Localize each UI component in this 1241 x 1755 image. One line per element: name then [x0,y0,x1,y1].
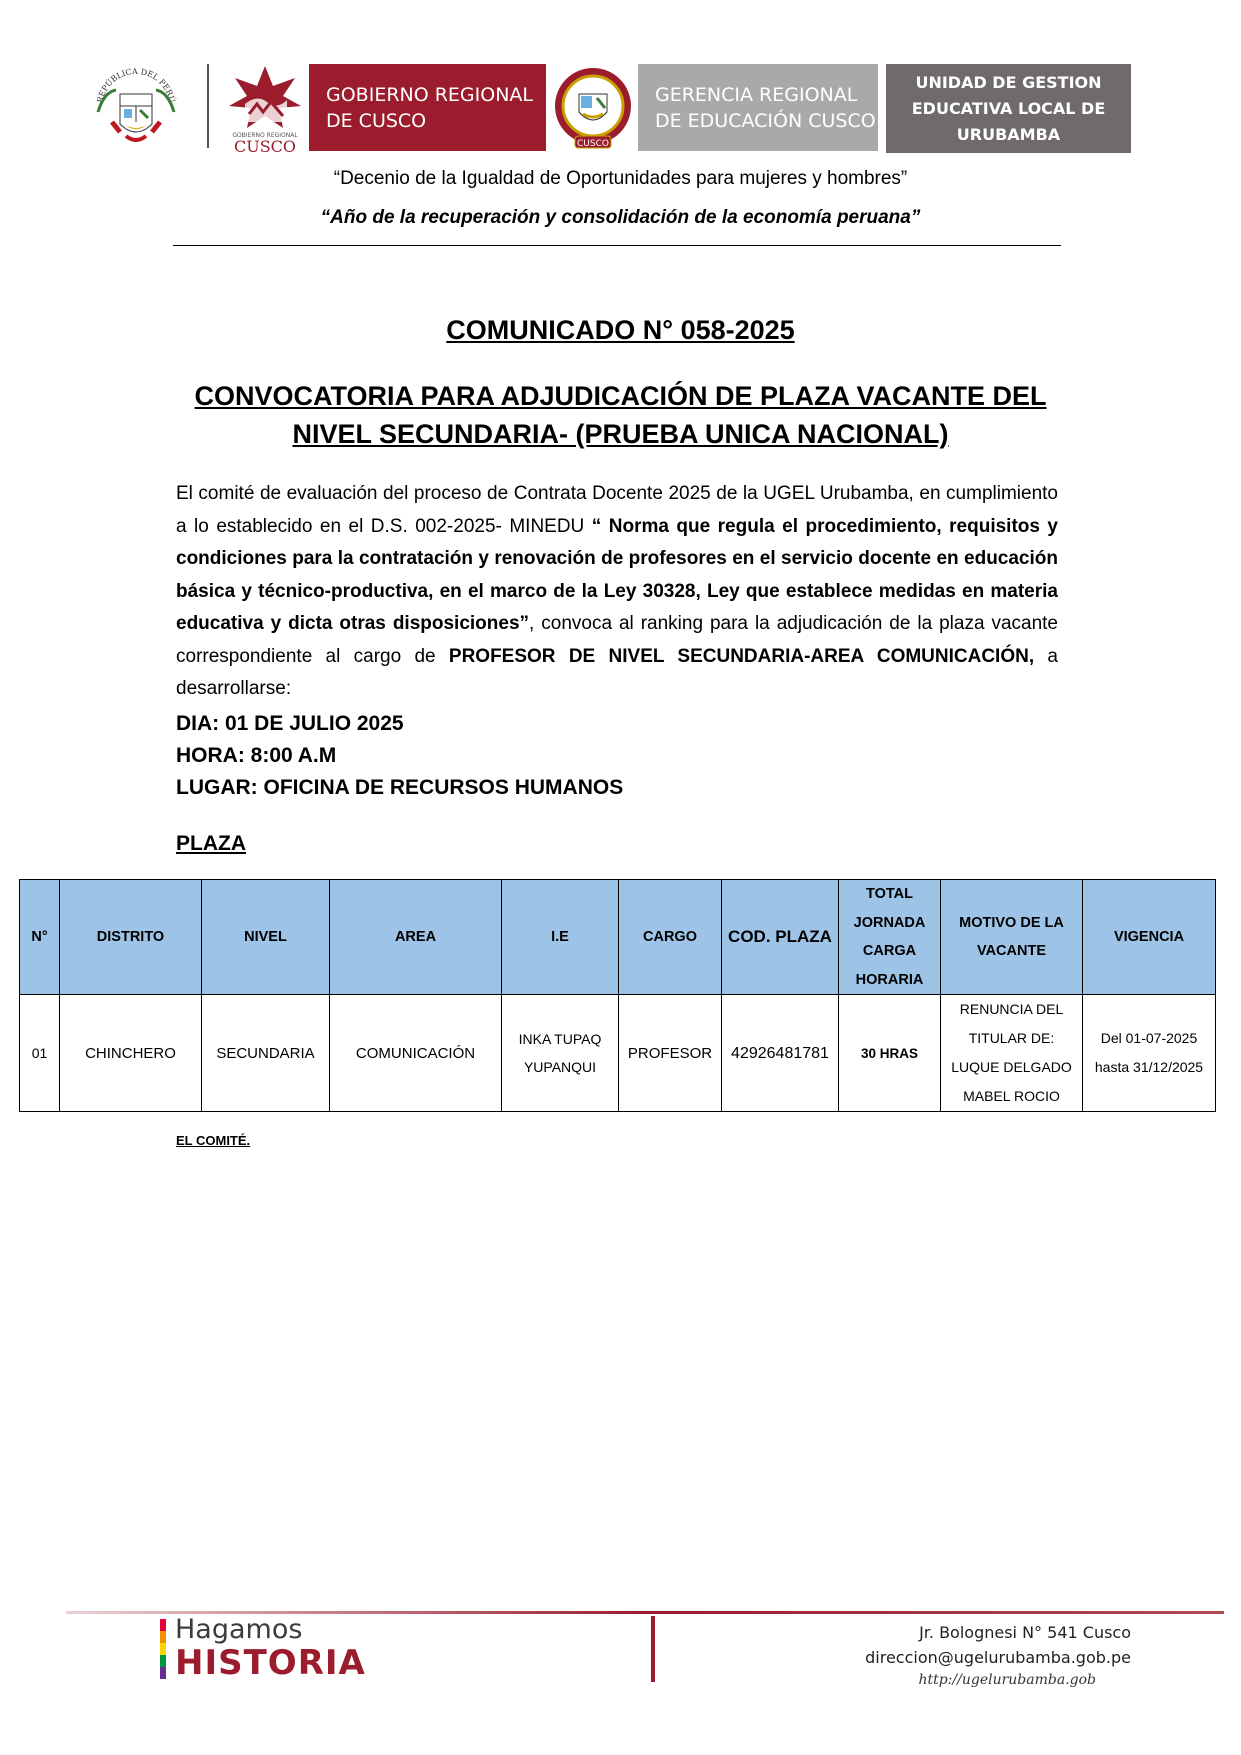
cell-vigencia: Del 01-07-2025 hasta 31/12/2025 [1083,995,1216,1112]
plaza-heading: PLAZA [176,832,246,855]
subtitle-line-1: CONVOCATORIA PARA ADJUDICACIÓN DE PLAZA VACANTE DEL [194,381,1047,411]
cell-cargo: PROFESOR [619,995,722,1112]
svg-text:CUSCO: CUSCO [233,137,297,154]
col-header-area: AREA [330,880,502,995]
footer-address: Jr. Bolognesi N° 541 Cusco [919,1623,1131,1642]
body-cargo-bold: PROFESOR DE NIVEL SECUNDARIA-AREA COMUNICACIÓN, [448,645,1035,667]
body-text-1: El comité de evaluación del proceso de Contrata Docente 2025 de la UGEL Urubamba, en cumplimiento a lo establecido en el D.S. 002-2025- MINEDU [176,483,1058,537]
col-header-ie: I.E [502,880,619,995]
cusco-regional-logo [227,64,303,154]
table-header-row [20,880,1216,995]
plaza-table [19,879,1216,1112]
cell-jornada: 30 HRAS [839,995,941,1112]
gre-cusco-seal-logo [553,64,633,152]
footer-url-link[interactable]: http://ugelurubamba.gob [918,1672,1096,1688]
body-norma-bold: “ Norma que regula el procedimiento, requisitos y condiciones para la contratación y renovación de profesores en el servicio docente en educación básica y técnico-productiva, en el marco de la Ley 30328, Ley que establece medidas en materia educativa y dicta otras disposiciones” [176,515,1058,634]
svg-text:CUSCO: CUSCO [577,139,609,149]
cell-cod-plaza: 42926481781 [722,995,839,1112]
subtitle-line-2: NIVEL SECUNDARIA- (PRUEBA UNICA NACIONAL) [292,419,949,449]
footer-email[interactable]: direccion@ugelurubamba.gob.pe [865,1648,1131,1667]
gre-line-1: GERENCIA REGIONAL [655,83,858,106]
footer-rule [66,1601,1224,1604]
col-header-vigencia: VIGENCIA [1083,880,1216,995]
document-title: COMUNICADO N° 058-2025 [446,315,795,345]
dia-line: DIA: 01 DE JULIO 2025 [176,712,404,735]
gob-line-2: DE CUSCO [326,109,427,132]
cell-motivo: RENUNCIA DEL TITULAR DE: LUQUE DELGADO MABEL ROCIO [941,995,1083,1112]
body-text-3: a desarrollarse: [176,645,1058,699]
cell-ie: INKA TUPAQ YUPANQUI [502,995,619,1112]
gre-line-2: DE EDUCACIÓN CUSCO [655,109,876,132]
cell-nivel: SECUNDARIA [202,995,330,1112]
hagamos-color-bar-icon [160,1619,166,1679]
ugel-line-1: UNIDAD DE GESTION [915,72,1102,92]
header-rule [173,245,1061,246]
hagamos-text: Hagamos [175,1614,303,1645]
col-header-cod-plaza: COD. PLAZA [722,880,839,995]
col-header-numero: N° [20,880,60,995]
col-header-nivel: NIVEL [202,880,330,995]
ugel-line-3: URUBAMBA [956,124,1061,144]
document-subtitle [150,377,1091,453]
lugar-line: LUGAR: OFICINA DE RECURSOS HUMANOS [176,776,624,799]
col-header-distrito: DISTRITO [60,880,202,995]
decenio-motto: “Decenio de la Igualdad de Oportunidades para mujeres y hombres” [333,168,908,189]
table-row [20,995,1216,1112]
ugel-banner [886,64,1131,153]
header-divider [207,64,209,148]
cell-distrito: CHINCHERO [60,995,202,1112]
body-paragraph [176,478,1058,706]
col-header-cargo: CARGO [619,880,722,995]
gerencia-regional-banner [638,64,878,151]
anio-motto: “Año de la recuperación y consolidación de la economía peruana” [320,207,921,228]
gob-line-1: GOBIERNO REGIONAL [326,83,534,106]
body-text-2: , convoca al ranking para la adjudicación de la plaza vacante correspondiente al cargo de [176,613,1059,667]
footer-contact [865,1620,1131,1670]
svg-text:REPÚBLICA DEL PERÚ: REPÚBLICA DEL PERÚ [95,66,177,104]
peru-coat-of-arms-logo [90,62,182,154]
col-header-jornada: TOTAL JORNADA CARGA HORARIA [839,880,941,995]
gobierno-regional-banner [309,64,546,151]
col-header-motivo: MOTIVO DE LA VACANTE [941,880,1083,995]
historia-text: HISTORIA [175,1643,366,1683]
svg-text:GOBIERNO REGIONAL: GOBIERNO REGIONAL [232,132,298,139]
cell-numero: 01 [20,995,60,1112]
footer-divider [651,1616,655,1682]
cell-area: COMUNICACIÓN [330,995,502,1112]
hora-line: HORA: 8:00 A.M [176,744,337,767]
committee-signature: EL COMITÉ. [176,1133,251,1148]
ugel-line-2: EDUCATIVA LOCAL DE [911,98,1106,118]
